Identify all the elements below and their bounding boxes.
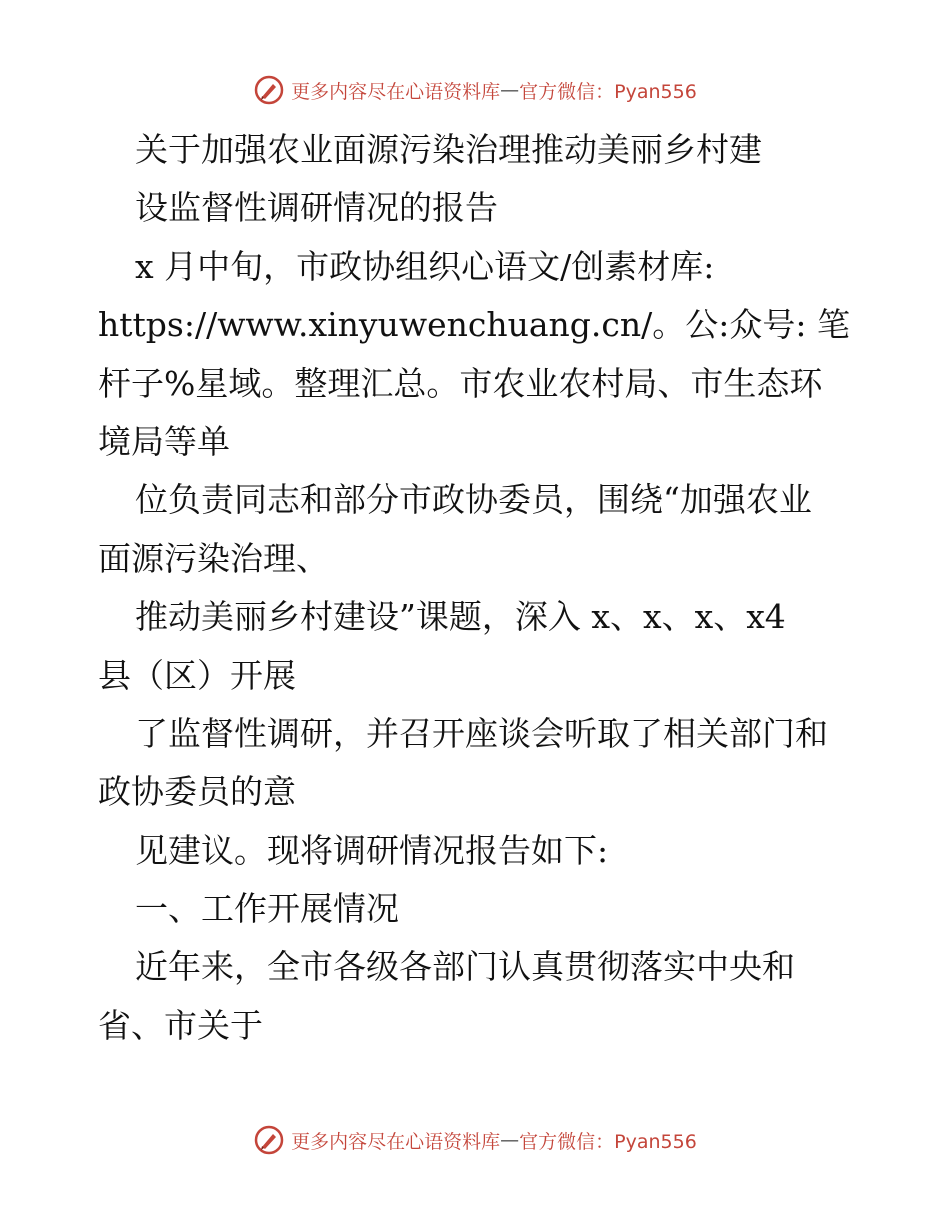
paragraph-line: 面源污染治理、 [98, 538, 329, 578]
paragraph-line: 境局等单 [98, 421, 230, 461]
paragraph-line: 杆子%星域。整理汇总。市农业农村局、市生态环 [98, 363, 823, 403]
pen-logo-icon [253, 74, 285, 106]
paragraph-line: 见建议。现将调研情况报告如下: [135, 830, 609, 870]
title-line-2: 设监督性调研情况的报告 [135, 188, 498, 228]
pen-logo-icon [253, 1124, 285, 1156]
document-body [98, 121, 858, 1055]
footer-banner-text: 更多内容尽在心语资料库 [291, 1130, 501, 1153]
paragraph-line: 近年来，全市各级各部门认真贯彻落实中央和 [135, 947, 795, 987]
paragraph-line: https://www.xinyuwenchuang.cn/。公:众号: 笔 [98, 305, 850, 345]
footer-banner-wechat: 官方微信：Pyan556 [519, 1130, 697, 1153]
header-banner-dash: — [500, 79, 520, 101]
paragraph-line: 县（区）开展 [98, 655, 296, 695]
paragraph-line: 政协委员的意 [98, 772, 296, 812]
paragraph-line: 位负责同志和部分市政协委员，围绕“加强农业 [135, 480, 812, 520]
footer-banner-dash: — [500, 1129, 520, 1151]
paragraph-line: 省、市关于 [98, 1005, 263, 1045]
footer-banner [0, 1120, 950, 1160]
header-banner [0, 70, 950, 110]
paragraph-line: 推动美丽乡村建设”课题，深入 x、x、x、x4 [135, 597, 786, 637]
paragraph-line: 了监督性调研，并召开座谈会听取了相关部门和 [135, 713, 828, 753]
header-banner-wechat: 官方微信：Pyan556 [519, 80, 697, 103]
paragraph-line: x 月中旬，市政协组织心语文/创素材库: [135, 246, 715, 286]
section-heading: 一、工作开展情况 [135, 889, 399, 929]
header-banner-text: 更多内容尽在心语资料库 [291, 80, 501, 103]
title-line-1: 关于加强农业面源污染治理推动美丽乡村建 [135, 130, 762, 169]
